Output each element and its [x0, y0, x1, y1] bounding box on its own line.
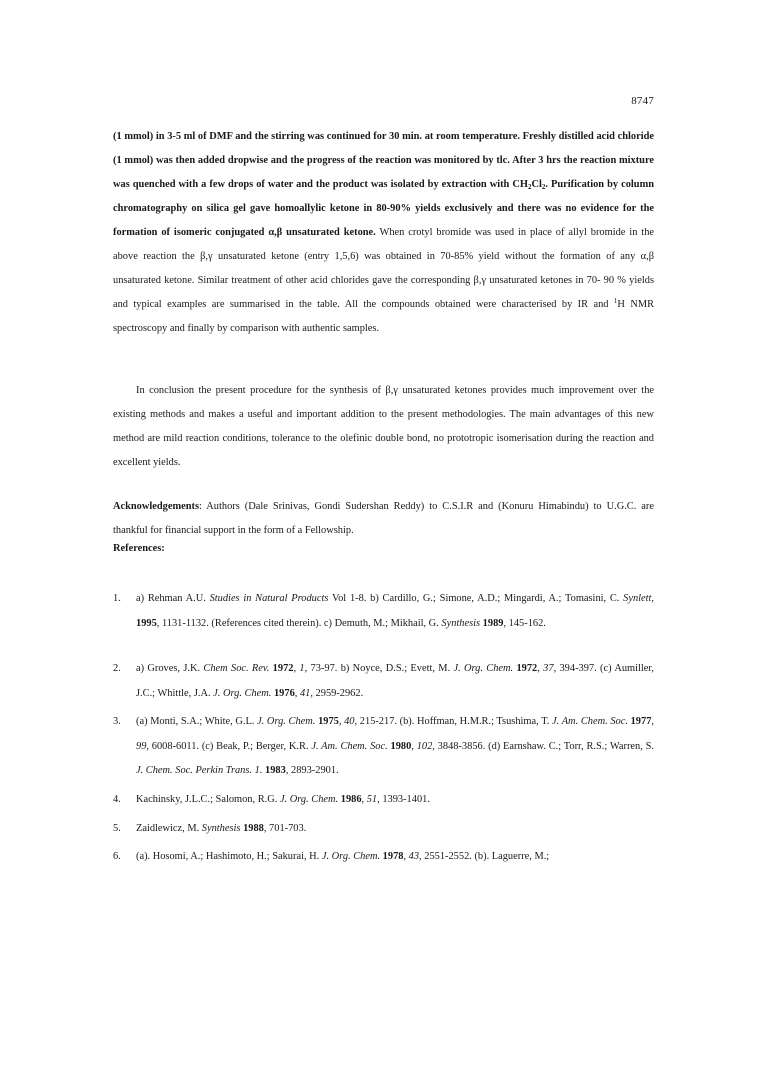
reference-item: [113, 657, 654, 706]
reference-year: 1986: [340, 794, 362, 805]
reference-run: , 145-162.: [503, 617, 546, 629]
reference-year: 1978: [382, 851, 404, 862]
reference-number: 4.: [113, 794, 121, 805]
paragraph-text: Cl: [531, 179, 542, 190]
reference-italic-run: 1: [299, 663, 305, 674]
reference-text: [136, 845, 654, 870]
reference-text: [136, 587, 654, 636]
reference-run: ,: [411, 740, 417, 752]
reference-italic-run: J. Org. Chem.: [453, 663, 514, 674]
reference-italic-run: Studies in Natural Products: [209, 593, 329, 604]
reference-italic-run: 102: [416, 740, 433, 752]
reference-run: , 2959-2962.: [310, 687, 364, 699]
reference-italic-run: J. Org. Chem.: [213, 687, 272, 699]
reference-italic-run: 99: [136, 740, 147, 752]
reference-run: a) Rehman A.U.: [136, 593, 210, 604]
reference-run: , 394-397. (c) Aumiller, J.C.; Whittle, J.A.: [136, 663, 655, 699]
references-heading: References:: [113, 543, 165, 554]
reference-italic-run: 41: [299, 687, 311, 699]
reference-year: 1975: [318, 716, 339, 727]
page-number: 8747: [631, 95, 654, 107]
subscript: 2: [541, 183, 546, 191]
reference-item: [113, 817, 654, 842]
reference-text: [136, 657, 654, 706]
reference-number: 1.: [113, 593, 121, 604]
reference-year: 1976: [273, 687, 295, 699]
reference-italic-run: Chem Soc. Rev.: [203, 663, 270, 674]
reference-italic-run: 40: [344, 716, 355, 727]
paragraph-text: . Purification by column chromatography on silica gel gave homoallylic ketone in 80-90% yields exclusively and there was no evidence for the formation of isomeric conjugated α,β unsaturated ketone.: [113, 179, 655, 238]
reference-run: ,: [293, 663, 300, 674]
reference-run: a) Groves, J.K.: [136, 663, 204, 674]
reference-italic-run: 43: [408, 851, 420, 862]
reference-run: , 73-97. b) Noyce, D.S.; Evett, M.: [304, 663, 454, 674]
reference-run: (a) Monti, S.A.; White, G.L.: [136, 716, 258, 727]
reference-run: ,: [403, 851, 409, 862]
reference-italic-run: 51: [366, 794, 378, 805]
acknowledgements-label: Acknowledgements: [113, 501, 200, 512]
reference-text: [136, 788, 654, 813]
reference-run: , 3848-3856. (d) Earnshaw. C.; Torr, R.S.; Warren, S.: [432, 740, 654, 752]
reference-run: , 1393-1401.: [377, 794, 430, 805]
reference-run: ,: [651, 716, 654, 727]
paragraph-text: (1 mmol) in 3-5 ml of DMF and the stirring was continued for 30 min. at room temperature. Freshly distilled acid chloride (1 mmol) was then added dropwise and the progress of the reaction was monitored by tlc. After 3 hrs the reaction mixture was quenched with a few drops of water and the product was isolated by extraction with CH: [113, 131, 654, 190]
reference-item: [113, 845, 654, 870]
reference-run: , 6008-6011. (c) Beak, P.; Berger, K.R.: [146, 740, 312, 752]
reference-run: ,: [338, 716, 345, 727]
reference-italic-run: J. Org. Chem.: [321, 851, 381, 862]
reference-year: 1995: [136, 617, 157, 629]
reference-run: , 2893-2901.: [285, 765, 339, 776]
reference-italic-run: Synthesis: [441, 617, 481, 629]
reference-year: 1989: [482, 617, 504, 629]
reference-year: 1983: [265, 765, 286, 776]
reference-italic-run: J. Am. Chem. Soc.: [311, 740, 388, 752]
paragraph-text: When crotyl bromide was used in place of allyl bromide in the above reaction the β,γ unsaturated ketone (entry 1,5,6) was obtained in 70-85% yield without the formation of any α,β unsaturated ketone. Similar treatment of other acid chlorides gave the corresponding β,γ unsaturated ketones in 70- 90 % yields and typical examples are summarised in the table. All the compounds obtained were characterised by IR and: [113, 227, 655, 310]
reference-item: [113, 788, 654, 813]
reference-run: Kachinsky, J.L.C.; Salomon, R.G.: [136, 794, 280, 805]
acknowledgements: [113, 495, 654, 543]
reference-year: 1972: [272, 663, 294, 674]
reference-year: 1980: [390, 740, 412, 752]
reference-item: [113, 710, 654, 784]
reference-text: [136, 710, 654, 784]
paragraph-text: H NMR spectroscopy and finally by comparison with authentic samples.: [113, 299, 654, 334]
reference-text: [136, 817, 654, 842]
reference-run: ,: [294, 687, 300, 699]
reference-italic-run: Synthesis: [201, 823, 241, 834]
reference-number: 6.: [113, 851, 121, 862]
reference-run: , 1131-1132. (References cited therein). c) Demuth, M.; Mikhail, G.: [156, 617, 442, 629]
reference-number: 5.: [113, 823, 121, 834]
reference-italic-run: J. Org. Chem.: [257, 716, 316, 727]
body-paragraph-experimental: [113, 125, 654, 341]
body-paragraph-conclusion: In conclusion the present procedure for the synthesis of β,γ unsaturated ketones provides much improvement over the existing methods and makes a useful and important addition to the present methodologies. The main advantages of this new method are mild reaction conditions, tolerance to the olefinic double bond, no prototropic isomerisation during the reaction and excellent yields.: [113, 385, 654, 468]
reference-number: 3.: [113, 716, 121, 727]
reference-italic-run: Synlett,: [623, 593, 655, 604]
reference-item: [113, 587, 654, 636]
reference-italic-run: 37: [543, 663, 554, 674]
reference-run: (a). Hosomi, A.; Hashimoto, H.; Sakurai, H.: [136, 851, 322, 862]
reference-run: Vol 1-8. b) Cardillo, G.; Simone, A.D.; Mingardi, A.; Tomasini, C.: [328, 593, 624, 604]
reference-run: ,: [361, 794, 367, 805]
reference-year: 1977: [630, 716, 652, 727]
acknowledgements-text: : Authors (Dale Srinivas, Gondi Sudershan Reddy) to C.S.I.R and (Konuru Himabindu) to U.G.C. are thankful for financial support in the form of a Fellowship.: [113, 501, 654, 536]
reference-run: ,: [537, 663, 544, 674]
reference-year: 1972: [516, 663, 538, 674]
reference-run: , 2551-2552. (b). Laguerre, M.;: [419, 851, 550, 862]
superscript: 1: [613, 297, 618, 305]
reference-year: 1988: [243, 823, 264, 834]
reference-italic-run: J. Chem. Soc. Perkin Trans. 1.: [136, 765, 263, 776]
reference-run: , 215-217. (b). Hoffman, H.M.R.; Tsushima, T.: [354, 716, 553, 727]
reference-number: 2.: [113, 663, 121, 674]
subscript: 2: [527, 183, 532, 191]
reference-run: , 701-703.: [263, 823, 307, 834]
reference-italic-run: J. Am. Chem. Soc.: [552, 716, 628, 727]
reference-italic-run: J. Org. Chem.: [279, 794, 339, 805]
reference-run: Zaidlewicz, M.: [136, 823, 202, 834]
